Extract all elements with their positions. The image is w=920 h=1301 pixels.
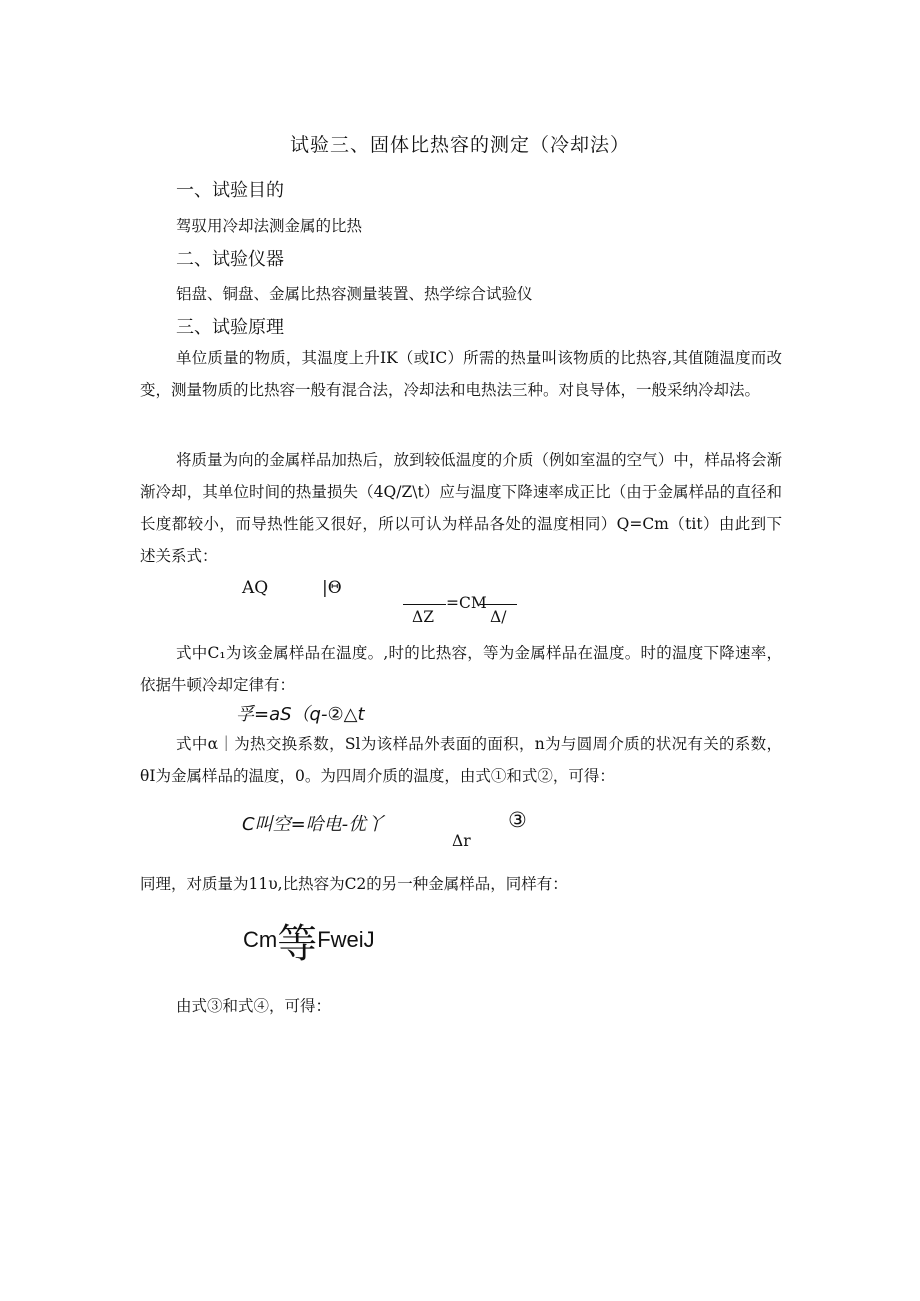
eq1-fraction-bar-right: [480, 604, 517, 605]
paragraph-3: 式中C₁为该金属样品在温度。,时的比热容，等为金属样品在温度。时的温度下降速率，依据牛顿冷却定律有：: [140, 644, 782, 694]
section-2-heading: 二、试验仪器: [176, 249, 284, 270]
section-1-text: 驾驭用冷却法测金属的比热: [176, 217, 363, 235]
paragraph-2: 将质量为向的金属样品加热后，放到较低温度的介质（例如室温的空气）中，样品将会渐渐冷却，其单位时间的热量损失（4Q/Z\t）应与温度下降速率成正比（由于金属样品的直径和长度都较小，而导热性能又很好，所以可认为样品各处的温度相同）Q=Cm（tit）由此到下述关系式：: [140, 451, 782, 565]
equation-4-part-c: FweiJ: [317, 927, 375, 952]
paragraph-4: 式中α｜为热交换系数，Sl为该样品外表面的面积，n为与圆周介质的状况有关的系数，θI为金属样品的温度，0。为四周介质的温度，由式①和式②，可得：: [140, 735, 782, 785]
eq1-top-right: |Θ: [322, 578, 342, 598]
eq1-bot-left: ΔZ: [412, 608, 434, 626]
equation-4: [243, 915, 375, 965]
eq1-mid: =CM: [446, 594, 487, 612]
equation-3: C叫空=哈电-优丫: [242, 814, 385, 835]
paragraph-5: 同理，对质量为11υ,比热容为C2的另一种金属样品，同样有：: [140, 875, 568, 893]
eq1-fraction-bar-left: [403, 604, 446, 605]
equation-3-sub: Δr: [452, 832, 471, 850]
equation-4-part-a: Cm: [243, 927, 278, 952]
equation-3-number: ③: [508, 808, 527, 832]
eq1-bot-right: Δ/: [490, 608, 507, 626]
section-3-heading: 三、试验原理: [176, 317, 284, 338]
equation-2: 孚=aS（q-②△t: [236, 704, 365, 725]
equation-4-part-b: 等: [277, 920, 318, 967]
page-title: 试验三、固体比热容的测定（冷却法）: [289, 134, 630, 156]
paragraph-6: 由式③和式④，可得：: [176, 997, 332, 1015]
section-1-heading: 一、试验目的: [176, 180, 284, 201]
section-2-text: 铝盘、铜盘、金属比热容测量装置、热学综合试验仪: [176, 285, 533, 303]
paragraph-1: 单位质量的物质，其温度上升IK（或IC）所需的热量叫该物质的比热容,其值随温度而改变，测量物质的比热容一般有混合法，冷却法和电热法三种。对良导体，一般采纳冷却法。: [140, 349, 782, 399]
eq1-top-left: AQ: [242, 578, 269, 598]
